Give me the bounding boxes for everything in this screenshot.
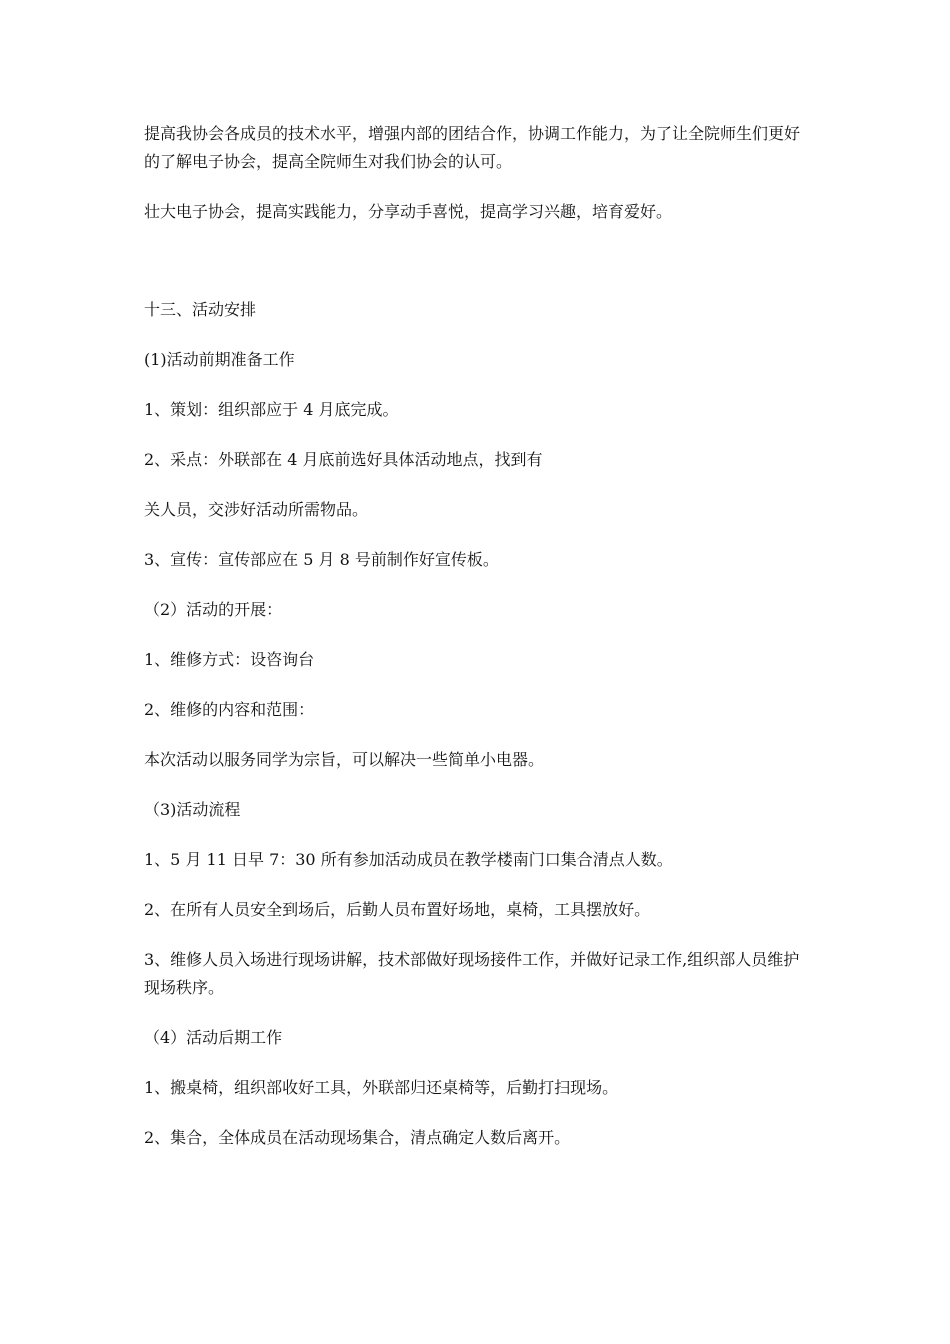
paragraph-activity-purpose: 本次活动以服务同学为宗旨，可以解决一些简单小电器。 xyxy=(144,750,545,769)
item-onsite-repair: 3、维修人员入场进行现场讲解，技术部做好现场接件工作，并做好记录工作,组织部人员维护现场秩序。 xyxy=(144,950,800,997)
item-site-survey: 2、采点：外联部在 4 月底前选好具体活动地点，找到有 xyxy=(144,450,543,469)
paragraph-goal-2: 壮大电子协会，提高实践能力，分享动手喜悦，提高学习兴趣，培育爱好。 xyxy=(144,202,673,221)
item-venue-setup: 2、在所有人员安全到场后，后勤人员布置好场地，桌椅，工具摆放好。 xyxy=(144,900,651,919)
subheading-post-activity: （4）活动后期工作 xyxy=(144,1028,283,1047)
subheading-preparation: (1)活动前期准备工作 xyxy=(144,350,295,369)
section-heading-activity-arrangement: 十三、活动安排 xyxy=(144,300,257,319)
item-publicity: 3、宣传：宣传部应在 5 月 8 号前制作好宣传板。 xyxy=(144,550,499,569)
item-repair-method: 1、维修方式：设咨询台 xyxy=(144,650,315,669)
subheading-activity-process: （3)活动流程 xyxy=(144,800,241,819)
paragraph-goal-1: 提高我协会各成员的技术水平，增强内部的团结合作，协调工作能力，为了让全院师生们更好的了解电子协会，提高全院师生对我们协会的认可。 xyxy=(144,124,801,171)
subheading-activity-execution: （2）活动的开展： xyxy=(144,600,283,619)
item-assembly-time: 1、5 月 11 日早 7：30 所有参加活动成员在教学楼南门口集合清点人数。 xyxy=(144,850,673,869)
document-page xyxy=(144,120,804,1152)
item-planning: 1、策划：组织部应于 4 月底完成。 xyxy=(144,400,399,419)
item-site-survey-continued: 关人员，交涉好活动所需物品。 xyxy=(144,500,369,519)
item-final-assembly: 2、集合，全体成员在活动现场集合，清点确定人数后离开。 xyxy=(144,1128,571,1147)
item-repair-scope: 2、维修的内容和范围： xyxy=(144,700,315,719)
item-cleanup: 1、搬桌椅，组织部收好工具，外联部归还桌椅等，后勤打扫现场。 xyxy=(144,1078,619,1097)
